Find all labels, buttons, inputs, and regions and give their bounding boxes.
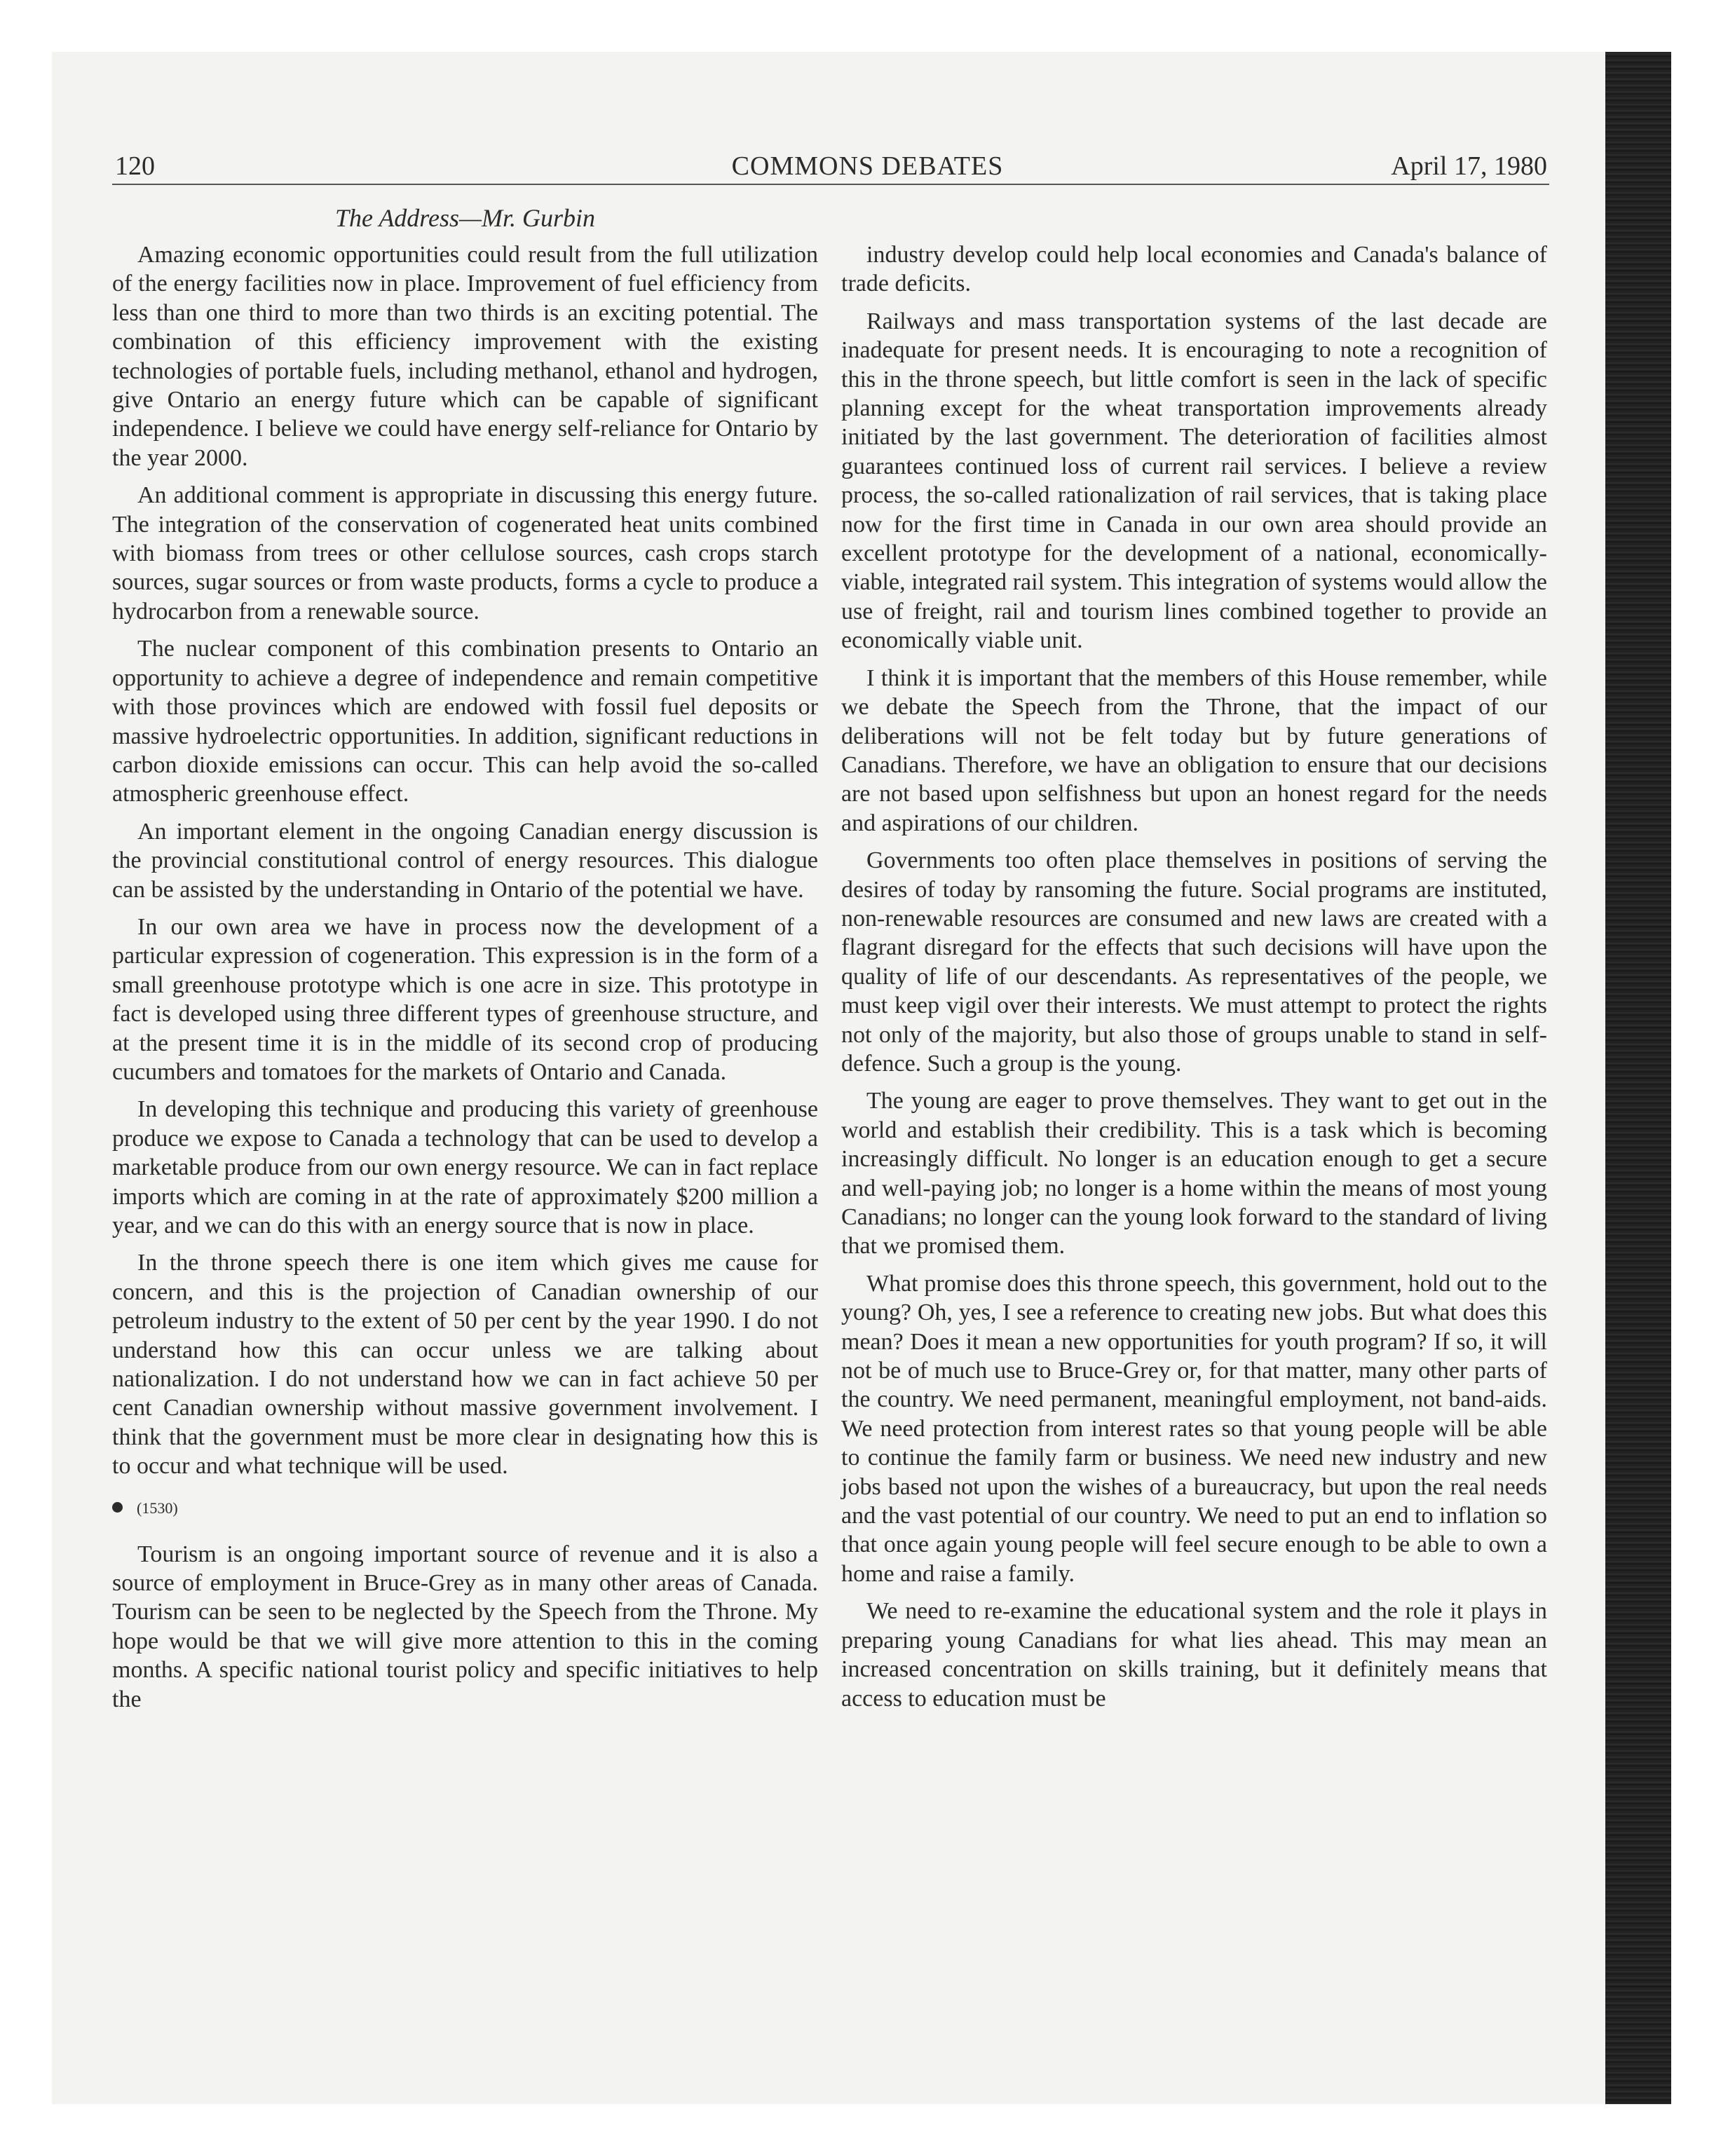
page-number: 120	[115, 151, 155, 181]
paragraph: What promise does this throne speech, this government, hold out to the young? Oh, yes, I see a reference to creating new jobs. But what does this mean? Does it mean a new opportunities for youth program? If so, it will not be of much use to Bruce-Grey or, for that matter, many other parts of the country. We need permanent, meaningful employment, not band-aids. We need protection from interest rates so that young people will be able to continue the family farm or business. We need new industry and new jobs based not upon the wishes of a bureaucracy, but upon the real needs and the vast potential of our country. We need to put an end to inflation so that once again young people will feel secure enough to be able to own a home and raise a family.	[841, 1270, 1547, 1587]
paragraph: industry develop could help local economies and Canada's balance of trade deficits.	[841, 242, 1547, 297]
paragraph: In the throne speech there is one item which gives me cause for concern, and this is the projection of Canadian ownership of our petroleum industry to the extent of 50 per cent by the year 1990. I do not understand how this can occur unless we are talking about nationalization. I do not understand how we can in fact achieve 50 per cent Canadian ownership without massive government involvement. I think that the government must be more clear in designating how this is to occur and what technique will be used.	[112, 1250, 818, 1480]
left-column	[112, 240, 818, 1722]
paragraph: I think it is important that the members of this House remember, while we debate the Speech from the Throne, that the impact of our deliberations will not be felt today but by future generations of Canadians. Therefore, we have an obligation to ensure that our decisions are not based upon selfishness but upon an honest regard for the needs and aspirations of our children.	[841, 664, 1547, 836]
bullet-icon	[112, 1502, 123, 1513]
header-rule	[112, 184, 1549, 185]
right-column	[841, 240, 1547, 1721]
paragraph: The nuclear component of this combination presents to Ontario an opportunity to achieve a degree of independence and remain competitive with those provinces which are endowed with fossil fuel deposits or massive hydroelectric opportunities. In addition, significant reductions in carbon dioxide emissions can occur. This can help avoid the so-called atmospheric greenhouse effect.	[112, 636, 818, 807]
paragraph: We need to re-examine the educational system and the role it plays in preparing young Canadians for what lies ahead. This may mean an increased concentration on skills training, but it definitely means that access to education must be	[841, 1598, 1547, 1712]
time-marker	[112, 1498, 818, 1519]
scan-edge-strip	[1605, 52, 1671, 2104]
journal-title: COMMONS DEBATES	[731, 151, 1004, 181]
paragraph: In developing this technique and producing this variety of greenhouse produce we expose to Canada a technology that can be used to develop a marketable produce from our own energy resource. We can in fact replace imports which are coming in at the rate of approximately $200 million a year, and we can do this with an energy source that is now in place.	[112, 1096, 818, 1239]
paragraph: Governments too often place themselves in positions of serving the desires of today by ransoming the future. Social programs are instituted, non-renewable resources are consumed and new laws are created with a flagrant disregard for the effects that such decisions will have upon the quality of life of our descendants. As representatives of the people, we must keep vigil over their interests. We must attempt to protect the rights not only of the majority, but also those of groups unable to stand in self-defence. Such a group is the young.	[841, 847, 1547, 1077]
paragraph: An additional comment is appropriate in discussing this energy future. The integration of the conservation of cogenerated heat units combined with biomass from trees or other cellulose sources, cash crops starch sources, sugar sources or from waste products, forms a cycle to produce a hydrocarbon from a renewable source.	[112, 482, 818, 625]
paragraph: An important element in the ongoing Canadian energy discussion is the provincial constitutional control of energy resources. This dialogue can be assisted by the understanding in Ontario of the potential we have.	[112, 818, 818, 903]
paragraph: Tourism is an ongoing important source of revenue and it is also a source of employment in Bruce-Grey as in many other areas of Canada. Tourism can be seen to be neglected by the Speech from the Throne. My hope would be that we will give more attention to this in the coming months. A specific national tourist policy and specific initiatives to help the	[112, 1541, 818, 1712]
issue-date: April 17, 1980	[1391, 151, 1547, 181]
paragraph: Railways and mass transportation systems of the last decade are inadequate for present needs. It is encouraging to note a recognition of this in the throne speech, but little comfort is seen in the lack of specific planning except for the wheat transportation improvements already initiated by the last government. The deterioration of facilities almost guarantees continued loss of current rail services. I believe a review process, the so-called rationalization of rail services, that is taking place now for the first time in Canada in our own area should provide an excellent prototype for the development of a national, economically-viable, integrated rail system. This integration of systems would allow the use of freight, rail and tourism lines combined together to provide an economically viable unit.	[841, 308, 1547, 654]
paragraph: The young are eager to prove themselves. They want to get out in the world and establish their credibility. This is a task which is becoming increasingly difficult. No longer is an education enough to get a secure and well-paying job; no longer is a home within the means of most young Canadians; no longer can the young look forward to the standard of living that we promised them.	[841, 1088, 1547, 1260]
paragraph: Amazing economic opportunities could result from the full utilization of the energy facilities now in place. Improvement of fuel efficiency from less than one third to more than two thirds is an exciting potential. The combination of this efficiency improvement with the existing technologies of portable fuels, including methanol, ethanol and hydrogen, give Ontario an energy future which can be capable of significant independence. I believe we could have energy self-reliance for Ontario by the year 2000.	[112, 242, 818, 471]
running-head: The Address—Mr. Gurbin	[334, 204, 596, 232]
time-marker-label: (1530)	[137, 1499, 178, 1517]
paragraph: In our own area we have in process now the development of a particular expression of cogeneration. This expression is in the form of a small greenhouse prototype which is one acre in size. This prototype in fact is developed using three different types of greenhouse structure, and at the present time it is in the middle of its second crop of producing cucumbers and tomatoes for the markets of Ontario and Canada.	[112, 913, 818, 1085]
